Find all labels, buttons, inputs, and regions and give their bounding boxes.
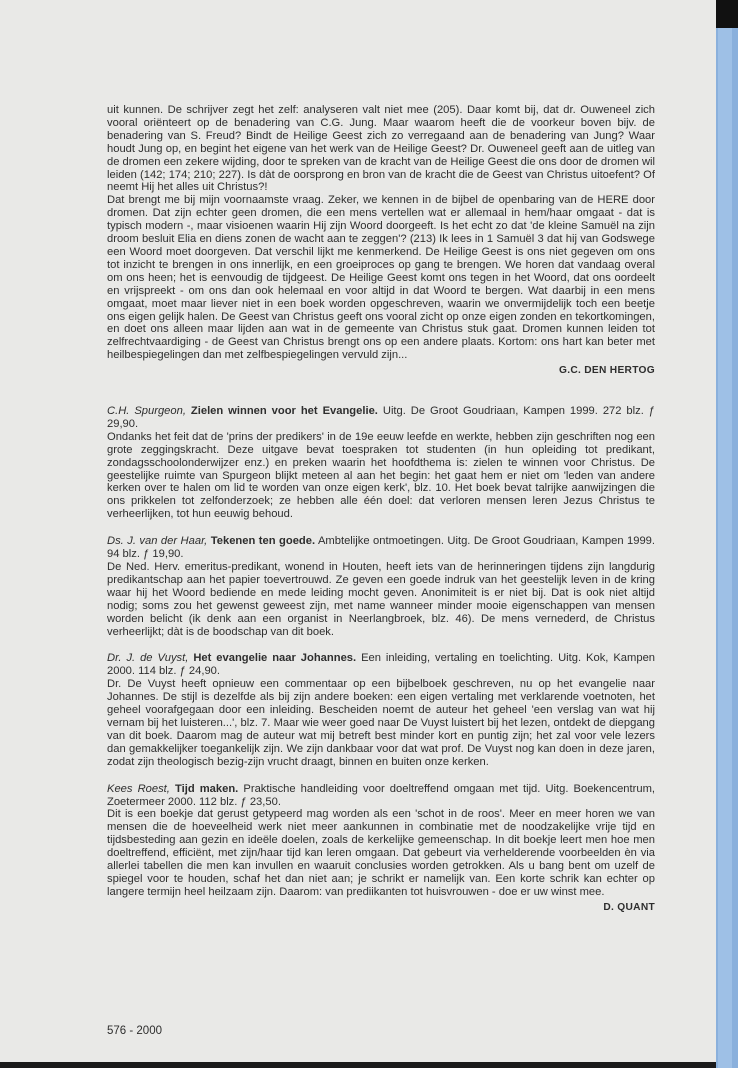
review-paragraph: uit kunnen. De schrijver zegt het zelf: analyseren valt niet mee (205). Daar komt bij, dat dr. Ouweneel zich vooral oriënteert op de benadering van C.G. Jung. Maar waarom heeft die de voorkeur boven bijv. de benadering van S. Freud? Bindt de Heilige Geest zich zo verregaand aan de benadering van Jung? Waar houdt Jung op, en begint het eigene van het werk van de Heilige Geest? Dr. Ouweneel geeft aan de uitleg van de dromen een zekere wijding, door te spreken van de kracht van de Heilige Geest die ons door de dromen wil leiden (142; 174; 210; 227). Is dàt de oorsprong en bron van de kracht die de Geest van Christus uitoefent? Of neemt Hij het alles uit Christus?!: [107, 104, 655, 194]
scan-edge-bottom: [0, 1062, 716, 1068]
book-title: Zielen winnen voor het Evangelie.: [190, 405, 378, 418]
review-body: Dit is een boekje dat gerust getypeerd mag worden als een 'schot in de roos'. Meer en meer horen we van mensen die de hoeveelheid werk niet meer aankunnen in combinatie met de noodzakelijke vrije tijd en tijdsbesteding aan gezin en ideële doelen, zoals de kerkelijke gemeenschap. In dit boekje leert men hoe men doeltreffend, efficiënt, met zijn/haar tijd kan leren omgaan. Dat gebeurt via verhelderende voorbeelden èn via allerlei tabellen die men kan invullen en waaruit conclusies worden getrokken. Als u bang bent om uzelf de spiegel voor te houden, schaf het dan niet aan; je schrikt er namelijk van. Een korte schrik kan echter op langere termijn heel heilzaam zijn. Daarom: van prediikanten tot huisvrouwen - doe er uw winst mee.: [107, 808, 655, 898]
book-publication: Uitg. De Groot Goudriaan, Kampen 1999. 272 blz. ƒ 29,90.: [107, 405, 655, 430]
book-review: [107, 652, 655, 768]
book-reference: [107, 652, 655, 678]
reviewer-signature: G.C. DEN HERTOG: [558, 365, 655, 377]
book-author: Dr. J. de Vuyst,: [107, 652, 189, 665]
review-paragraph: Dat brengt me bij mijn voornaamste vraag. Zeker, we kennen in de bijbel de openbaring van de HERE door dromen. Dat zijn echter geen dromen, die een mens vertellen wat er allemaal in hem/haar omgaat - dat is typisch modern -, maar visioenen waarin Hij zijn Woord doorgeeft. Is het echt zo dat 'de kleine Samuël na zijn droom besluit Elia en diens zonen de wacht aan te zeggen'? (213) Ik lees in 1 Samuël 3 dat hij van Godswege een Woord moet doorgeven. Dat verschil lijkt me kenmerkend. De Heilige Geest is ons niet gegeven om ons tot inzicht te brengen in ons innerlijk, en een groeiproces op gang te brengen. We horen dat vandaag overal om ons heen; het is eenvoudig de tijdgeest. De Heilige Geest komt ons tegen in het Woord, dat ons oordeelt en vrijspreekt - om ons dan ook helemaal en voor altijd in dat Woord te bergen. Wat daarbij in een mens omgaat, moet maar liever niet in een boek worden opgeschreven, waarin we onvermijdelijk toch een beetje ons eigen gelijk halen. De Geest van Christus geeft ons vooral zicht op onze eigen zonden en tekortkomingen, en doet ons alleen maar lijden aan wat in de gemeente van Christus stuk gaat. Dromen kunnen leiden tot zelfrechtvaardiging - de Geest van Christus brengt ons op een andere plaats. Kortom: ons hart kan beter met heilbespiegelingen dan met zelfbespiegelingen vervuld zijn...: [107, 194, 655, 362]
page-number: 576 - 2000: [107, 1025, 162, 1037]
book-author: Kees Roest,: [107, 782, 170, 795]
book-publication: Praktische handleiding voor doeltreffend omgaan met tijd. Uitg. Boekencentrum, Zoetermeer 2000. 112 blz. ƒ 23,50.: [107, 782, 655, 808]
scan-edge-top: [716, 0, 738, 28]
reviewer-signature: D. QUANT: [603, 901, 655, 913]
book-publication: Een inleiding, vertaling en toelichting. Uitg. Kok, Kampen 2000. 114 blz. ƒ 24,90.: [107, 652, 656, 678]
book-review: [107, 783, 655, 915]
book-title: Tijd maken.: [174, 782, 239, 795]
opening-review: [107, 104, 655, 378]
book-publication: Ambtelijke ontmoetingen. Uitg. De Groot Goudriaan, Kampen 1999. 94 blz. ƒ 19,90.: [107, 535, 656, 561]
review-body: De Ned. Herv. emeritus-predikant, wonend in Houten, heeft iets van de herinneringen tijdens zijn langdurig predikantschap aan het papier toevertrouwd. Ze geven een goede indruk van het geestelijk leven in de kring waar hij het Woord bediende en mede leiding mocht geven. Anonimiteit is er niet bij. Dat is ook niet altijd nodig; soms zou het gewenst geweest zijn, met name wanneer minder mooie eigenschappen van mensen worden belicht (ik denk aan een organist in Neerlangbroek, blz. 46). De mens vernederd, de Christus verheerlijkt; dàt is de boodschap van dit boek.: [107, 561, 655, 638]
book-reference: [107, 405, 655, 431]
book-reference: [107, 783, 655, 809]
book-author: C.H. Spurgeon,: [107, 405, 186, 418]
scan-edge-blue-inner: [718, 28, 732, 1068]
book-title: Tekenen ten goede.: [210, 535, 316, 548]
page-content: [107, 104, 655, 915]
book-review: [107, 405, 655, 521]
book-title: Het evangelie naar Johannes.: [193, 652, 357, 665]
book-review: [107, 535, 655, 638]
book-author: Ds. J. van der Haar,: [107, 535, 208, 548]
review-body: Dr. De Vuyst heeft opnieuw een commentaar op een bijbelboek geschreven, nu op het evangelie naar Johannes. De stijl is dezelfde als bij zijn andere boeken: een eigen vertaling met verklarende voetnoten, het geheel voorafgegaan door een inleiding. Bescheiden noemt de auteur het geheel 'een verslag van wat hij vernam bij het luisteren...', blz. 7. Maar wie weer goed naar De Vuyst luistert bij het lezen, ontdekt de diepgang van dit boek. Daarom mag de auteur wat mij betreft best minder kort en puntig zijn; het zal voor vele lezers dan gemakkelijker toegankelijk zijn. We zijn dankbaar voor dat wat prof. De Vuyst nog kan doen in deze jaren, zodat zijn theologisch bezig-zijn vrucht draagt, binnen en buiten onze kerken.: [107, 678, 655, 768]
book-reference: [107, 535, 655, 561]
review-body: Ondanks het feit dat de 'prins der predikers' in de 19e eeuw leefde en werkte, hebben zijn geschriften nog een grote zeggingskracht. Deze uitgave bevat toespraken tot studenten (in hun opleiding tot predikant, zondagsschoolonderwijzer enz.) en preken waarin het hoofdthema is: zielen te winnen voor Christus. De geestelijke ruimte van Spurgeon blijkt meteen al aan het begin: het gaat hem er niet om 'leden van andere kerken over te halen om lid te worden van onze eigen kerk', blz. 10. Het boek bevat talrijke aanwijzingen die ons prikkelen tot zelfonderzoek; ze hebben alle één doel: dat verloren mensen leren Jezus Christus te verheerlijken, tot hun eeuwig behoud.: [107, 430, 655, 521]
